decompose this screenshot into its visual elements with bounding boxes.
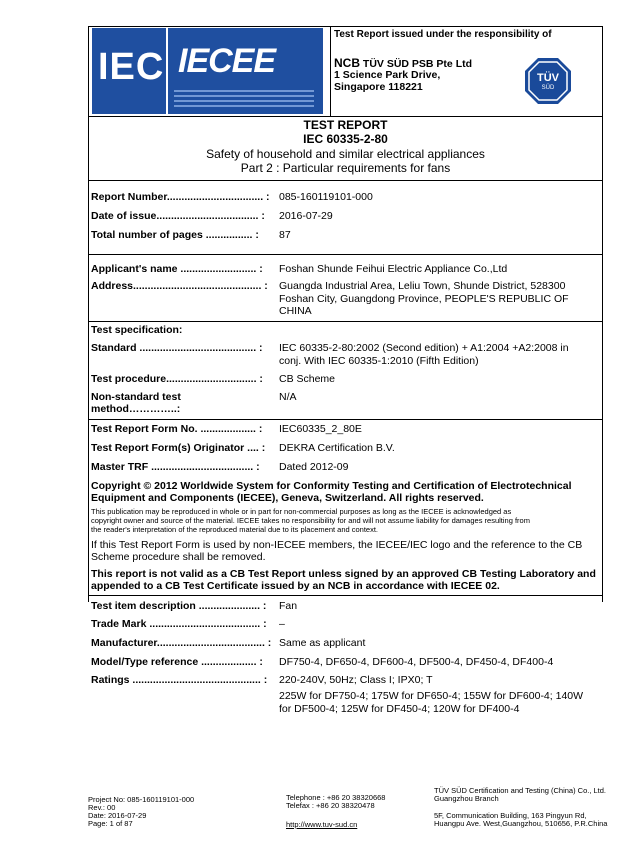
report-standard-title: IEC 60335-2-80 (303, 132, 388, 146)
ncb-org: TÜV SÜD PSB Pte Ltd (362, 58, 473, 70)
standard-value-2: conj. With IEC 60335-1:2010 (Fifth Edition) (279, 355, 479, 367)
footer-page: Page: 1 of 87 (88, 819, 133, 828)
manufacturer-label: Manufacturer..................................... : (91, 637, 272, 649)
ratings-value-3: for DF500-4; 125W for DF450-4; 120W for DF400-4 (279, 703, 520, 715)
footer-company-2: Guangzhou Branch (434, 794, 499, 803)
report-number-label: Report Number................................. : (91, 191, 270, 203)
footer-date: Date: 2016-07-29 (88, 811, 147, 820)
footer-project-no: Project No: 085-160119101-000 (88, 795, 195, 804)
trf-number-label: Test Report Form No. ................... : (91, 423, 263, 435)
iec-logo-text: IEC (98, 46, 165, 88)
master-trf-value: Dated 2012-09 (279, 461, 349, 473)
iec-iecee-logo (92, 28, 323, 114)
tuv-sud-logo (524, 57, 572, 105)
ncb-address-2: Singapore 118221 (334, 81, 423, 93)
test-item-value: Fan (279, 600, 298, 612)
model-label: Model/Type reference ................... : (91, 656, 263, 668)
responsibility-text: Test Report issued under the responsibility of (334, 29, 552, 40)
date-of-issue-label: Date of issue................................... : (91, 210, 265, 222)
total-pages-value: 87 (279, 229, 291, 241)
copyright-line-2: Equipment and Components (IECEE), Geneva, Switzerland. All rights reserved. (91, 492, 484, 504)
footer-company-1: TÜV SÜD Certification and Testing (China) Co., Ltd. (434, 786, 607, 795)
iecee-logo-text: IECEE (178, 42, 276, 80)
tuv-logo-bottom: SÜD (541, 85, 555, 91)
validity-line-1: This report is not valid as a CB Test Report unless signed by an approved CB Testing Laboratory and (91, 568, 596, 580)
copyright-small-1: This publication may be reproduced in whole or in part for non-commercial purposes as long as the IECEE is acknowledged as (91, 507, 512, 516)
tuv-logo-top: TÜV (537, 72, 559, 84)
ratings-value-2: 225W for DF750-4; 175W for DF650-4; 155W for DF600-4; 140W (279, 690, 584, 702)
test-procedure-value: CB Scheme (279, 373, 336, 385)
ratings-label: Ratings ............................................ : (91, 674, 268, 686)
model-value: DF750-4, DF650-4, DF600-4, DF500-4, DF450-4, DF400-4 (279, 656, 554, 668)
total-pages-label: Total number of pages ................ : (91, 229, 259, 241)
test-item-label: Test item description ..................... : (91, 600, 267, 612)
ncb-name: NCB (334, 56, 360, 70)
validity-line-2: appended to a CB Test Certificate issued by an NCB in accordance with IECEE 02. (91, 580, 500, 592)
non-standard-label-1: Non-standard test (91, 391, 181, 403)
manufacturer-value: Same as applicant (279, 637, 366, 649)
applicant-name-label: Applicant's name .......................... : (91, 263, 263, 275)
trf-number-value: IEC60335_2_80E (279, 423, 362, 435)
standard-label: Standard ........................................ : (91, 342, 263, 354)
footer-rev: Rev.: 00 (88, 803, 116, 812)
footer-telephone: Telephone : +86 20 38320668 (286, 793, 386, 802)
ncb-address-1: 1 Science Park Drive, (334, 69, 441, 81)
copyright-line-1: Copyright © 2012 Worldwide System for Conformity Testing and Certification of Electrotechnical (91, 480, 572, 492)
master-trf-label: Master TRF ................................... : (91, 461, 260, 473)
applicant-name-value: Foshan Shunde Feihui Electric Appliance Co.,Ltd (279, 263, 508, 275)
report-subtitle-1: Safety of household and similar electrical appliances (206, 147, 485, 161)
ratings-value-1: 220-240V, 50Hz; Class I; IPX0; T (279, 674, 433, 686)
ncb-line (334, 56, 472, 70)
test-specification-heading: Test specification: (91, 324, 183, 336)
test-procedure-label: Test procedure............................... : (91, 373, 263, 385)
address-line-2: Foshan City, Guangdong Province, PEOPLE'S REPUBLIC OF (279, 293, 569, 305)
address-line-3: CHINA (279, 305, 312, 317)
address-label: Address............................................ : (91, 280, 268, 292)
date-of-issue-value: 2016-07-29 (279, 210, 333, 222)
footer-website-link[interactable]: http://www.tuv-sud.cn (286, 820, 358, 829)
standard-value-1: IEC 60335-2-80:2002 (Second edition) + A1:2004 +A2:2008 in (279, 342, 569, 354)
note-line-1: If this Test Report Form is used by non-IECEE members, the IECEE/IEC logo and the reference to the CB (91, 539, 583, 551)
non-standard-value: N/A (279, 391, 297, 403)
footer-telefax: Telefax : +86 20 38320478 (286, 801, 375, 810)
footer-company-3: 5F, Communication Building, 163 Pingyun Rd, (434, 811, 587, 820)
non-standard-label-2: method…………..: (91, 403, 181, 415)
trf-originator-label: Test Report Form(s) Originator .... : (91, 442, 266, 454)
report-number-value: 085-160119101-000 (279, 191, 373, 203)
trf-originator-value: DEKRA Certification B.V. (279, 442, 395, 454)
address-line-1: Guangda Industrial Area, Leliu Town, Shunde District, 528300 (279, 280, 566, 292)
copyright-small-3: the reader's interpretation of the reproduced material due to its placement and context. (91, 525, 379, 534)
trade-mark-label: Trade Mark ...................................... : (91, 618, 267, 630)
copyright-small-2: copyright owner and source of the material. IECEE takes no responsibility for and will not assume liability for damages resulting from (91, 516, 530, 525)
trade-mark-value: – (279, 618, 285, 630)
footer-company-4: Huangpu Ave. West,Guangzhou, 510656, P.R.China (434, 819, 608, 828)
report-title: TEST REPORT (303, 118, 388, 132)
report-subtitle-2: Part 2 : Particular requirements for fans (240, 161, 451, 175)
note-line-2: Scheme procedure shall be removed. (91, 551, 266, 563)
